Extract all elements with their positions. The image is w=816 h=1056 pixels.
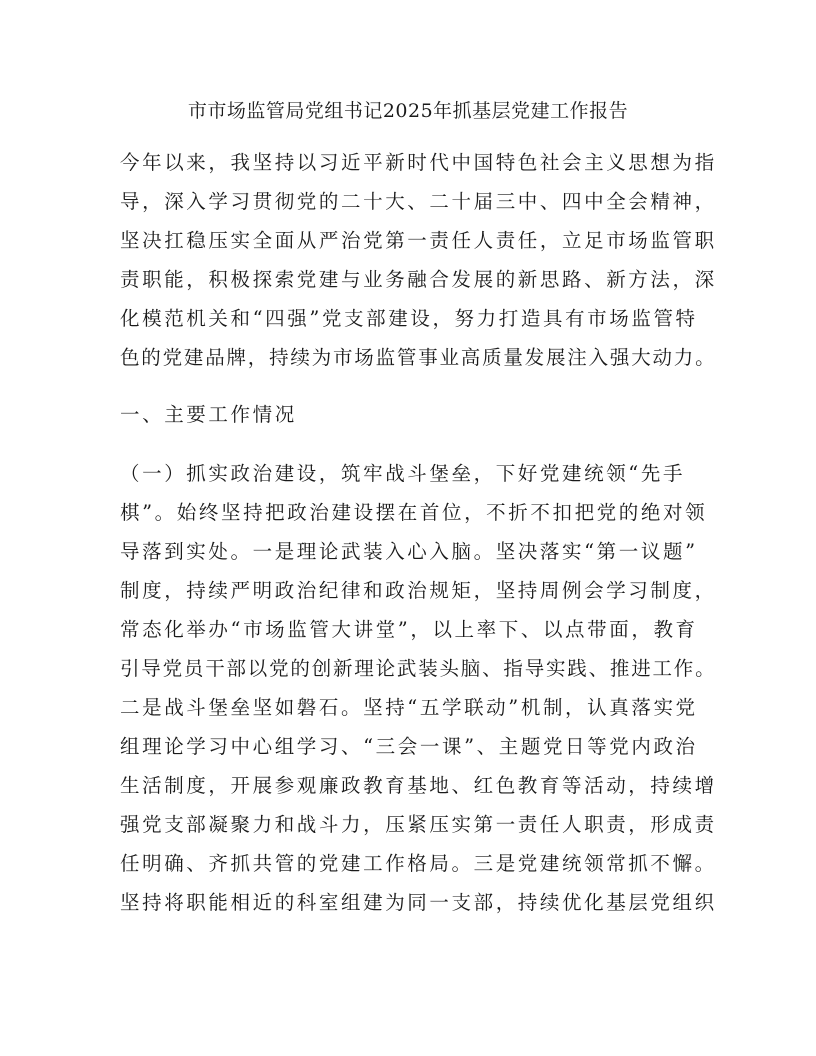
body-line: 化模范机关和“四强”党支部建设，努力打造具有市场监管特 — [120, 307, 698, 330]
body-line: 今年以来，我坚持以习近平新时代中国特色社会主义思想为指 — [120, 151, 717, 174]
body-line: 坚决扛稳压实全面从严治党第一责任人责任，立足市场监管职 — [120, 229, 717, 252]
body-line: 任明确、齐抓共管的党建工作格局。三是党建统领常抓不懈。 — [120, 852, 717, 875]
body-line: 责职能，积极探索党建与业务融合发展的新思路、新方法，深 — [120, 268, 717, 291]
section-heading: 一、主要工作情况 — [120, 403, 297, 426]
body-line: 坚持将职能相近的科室组建为同一支部，持续优化基层党组织 — [120, 891, 717, 914]
body-line: 组理论学习中心组学习、“三会一课”、主题党日等党内政治 — [120, 735, 698, 758]
body-line: 棋”。始终坚持把政治建设摆在首位，不折不扣把党的绝对领 — [120, 501, 708, 524]
body-line: 生活制度，开展参观廉政教育基地、红色教育等活动，持续增 — [120, 774, 717, 797]
body-line: 制度，持续严明政治纪律和政治规矩，坚持周例会学习制度， — [120, 579, 717, 602]
body-line: 二是战斗堡垒坚如磐石。坚持“五学联动”机制，认真落实党 — [120, 696, 698, 719]
body-line: 强党支部凝聚力和战斗力，压紧压实第一责任人职责，形成责 — [120, 813, 717, 836]
body-line: 色的党建品牌，持续为市场监管事业高质量发展注入强大动力。 — [120, 346, 717, 369]
document-title: 市市场监管局党组书记2025年抓基层党建工作报告 — [187, 100, 629, 122]
body-line: 导落到实处。一是理论武装入心入脑。坚决落实“第一议题” — [120, 540, 698, 563]
body-line: 常态化举办“市场监管大讲堂”，以上率下、以点带面，教育 — [120, 618, 698, 641]
body-line: （一）抓实政治建设，筑牢战斗堡垒，下好党建统领“先手 — [120, 462, 686, 485]
body-line: 引导党员干部以党的创新理论武装头脑、指导实践、推进工作。 — [120, 657, 717, 680]
body-line: 导，深入学习贯彻党的二十大、二十届三中、四中全会精神， — [120, 190, 717, 213]
